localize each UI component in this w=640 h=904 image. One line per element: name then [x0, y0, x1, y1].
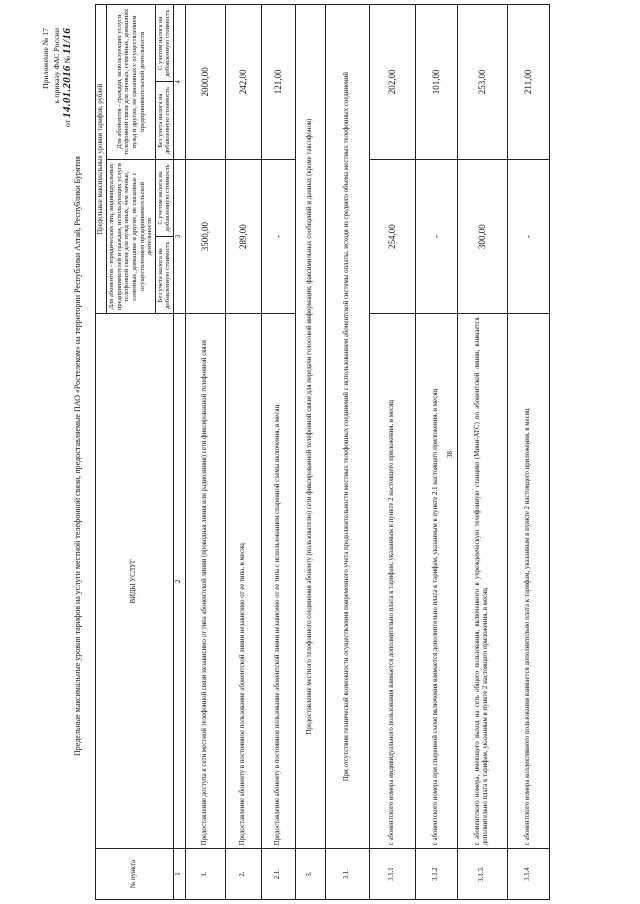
row-number: 2. — [225, 849, 261, 900]
header-tariffs: Предельные максимальные уровни тарифов, рублей — [96, 5, 107, 314]
table-row — [369, 5, 415, 900]
table-row — [325, 5, 369, 900]
table-row — [415, 5, 457, 900]
number-prefix: № — [63, 55, 72, 64]
header-with-vat: С учетом налога на добавленную стоимость — [155, 159, 173, 236]
table-row — [457, 5, 507, 900]
price-legal: 254,00 — [369, 159, 415, 314]
row-service-text: Предоставление абоненту в постоянное пользование абонентской линии независимо от ее типа с использованием спаренной схемы включения, в месяц — [261, 314, 295, 849]
handwritten-date: 14.01.2016 — [61, 65, 73, 118]
price-legal: 289,00 — [225, 159, 261, 314]
row-service-text: с абонентского номера, имеющего выход на сеть общего пользования, включенного в учрежденческую телефонную станцию (Мини-АТС) по абонентской линии, взимается дополнительно плата к тарифам, указанным в пункте 2 настоящего приложения, в месяц — [457, 314, 507, 849]
price-legal: 3500,00 — [185, 159, 225, 314]
header-with-vat-2: С учетом налога на добавленную стоимость — [155, 5, 173, 82]
price-citizens: 242,00 — [225, 5, 261, 160]
table-header-row — [96, 5, 107, 900]
row-service-text: Предоставление доступа к сети местной телефонной связи независимо от типа абонентской линии (проводная линия или радиолиния) сети фиксированной телефонной связи — [185, 314, 225, 849]
row-service-text: с абонентского номера индивидуального пользования взимается дополнительно плата к тарифам, указанным в пункте 2 настоящего приложения, в месяц — [369, 314, 415, 849]
price-citizens: 253,00 — [457, 5, 507, 160]
document-title: Предельные максимальные уровни тарифов на услуги местной телефонной связи, предоставляемые ПАО «Ростелеком» на территории Республики Алтай, Республики Бурятия — [73, 156, 82, 756]
price-legal: 300,00 — [457, 159, 507, 314]
column-number: 2 — [173, 314, 185, 849]
table-row — [295, 5, 325, 900]
column-number: 4 — [173, 5, 185, 160]
header-without-vat: Без учета налога на добавленную стоимость — [155, 237, 173, 314]
appendix-line-2: к приказу ФАС России — [52, 28, 61, 104]
table-row — [225, 5, 261, 900]
appendix-line-1: Приложение № 17 — [41, 28, 50, 89]
row-service-text: с абонентского номера коллективного пользования взимается дополнительно плата к тарифам, указанным в пункте 2 настоящего приложения, в месяц — [507, 314, 549, 849]
table-row — [185, 5, 225, 900]
row-number: 3.1.3. — [457, 849, 507, 900]
row-service-text: с абонентского номера при спаренной схеме включения взимается дополнительно плата к тарифам, указанным в пункте 2.1 настоящего приложения, в месяц — [415, 314, 457, 849]
price-citizens: 211,00 — [507, 5, 549, 160]
header-num: № пункта — [96, 849, 174, 900]
appendix-header — [40, 28, 73, 288]
row-number: 3.1. — [325, 849, 369, 900]
page-number: 38 — [446, 451, 454, 458]
row-number: 3.1.2 — [415, 849, 457, 900]
table-row — [507, 5, 549, 900]
tariff-table — [95, 4, 550, 900]
price-legal: - — [507, 159, 549, 314]
column-number-row — [173, 5, 185, 900]
date-prefix: от — [63, 119, 72, 127]
price-citizens: 2000,00 — [185, 5, 225, 160]
price-citizens: 101,00 — [415, 5, 457, 160]
header-group-citizens: Для абонентов - граждан, использующих услуги телефонной связи для личных, семейных, домашних нужд и других, не связанных с осуществлением предпринимательской деятельности — [107, 5, 156, 160]
header-service: ВИДЫ УСЛУГ — [96, 314, 174, 849]
row-number: 2.1. — [261, 849, 295, 900]
row-service-text: Предоставление местного телефонного соединения абоненту (пользователю) сети фиксированной телефонной связи для передачи голосовой информации, факсимильных сообщений и данных (кроме таксофонов) — [295, 5, 325, 849]
row-service-text: Предоставление абоненту в постоянное пользование абонентской линии независимо от ее типа, в месяц — [225, 314, 261, 849]
column-number: 1 — [173, 849, 185, 900]
price-legal: - — [415, 159, 457, 314]
table-row — [261, 5, 295, 900]
row-number: 3. — [295, 849, 325, 900]
header-without-vat-2: Без учета налога на добавленную стоимость — [155, 82, 173, 159]
table-body — [185, 5, 549, 900]
row-number: 1. — [185, 849, 225, 900]
row-number: 3.1.1 — [369, 849, 415, 900]
price-legal: - — [261, 159, 295, 314]
price-citizens: 121,00 — [261, 5, 295, 160]
column-number: 3 — [173, 159, 185, 314]
handwritten-number: 11/16 — [61, 28, 73, 54]
price-citizens: 202,00 — [369, 5, 415, 160]
row-service-text: При отсутствии технической возможности осуществления повременного учета продолжительности местных телефонных соединений с использованием абонентской системы оплаты, исходя из среднего объема местных телефонных соединений — [325, 5, 369, 849]
header-group-legal: Для абонентов - юридических лиц, индивидуальных предпринимателей и граждан, использующих услуги телефонной связи для нужд иных, чем личные, семейные, домашние и другие, не связанные с осуществлением предпринимательской деятельности — [107, 159, 156, 314]
row-number: 3.1.4 — [507, 849, 549, 900]
